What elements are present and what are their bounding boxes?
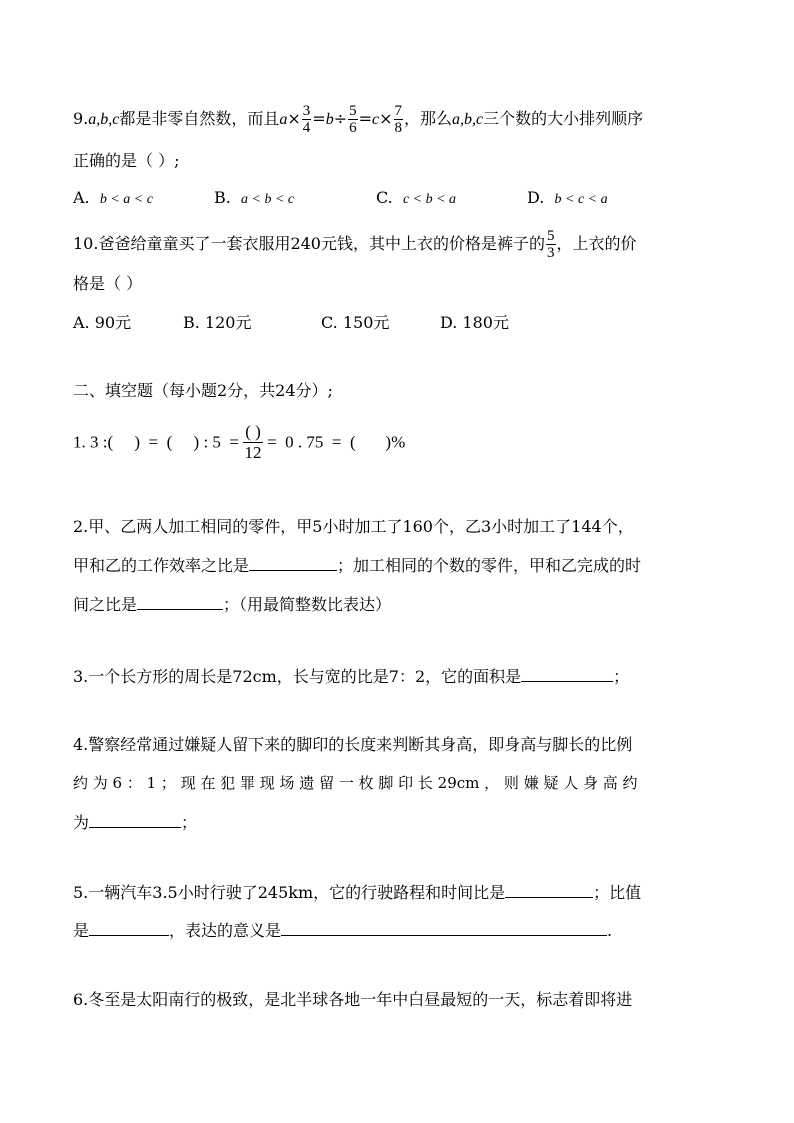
answer-blank[interactable] (281, 919, 607, 936)
option-label: A. (73, 188, 90, 207)
fill-q1 (73, 422, 405, 463)
text: ，表达的意义是 (169, 921, 282, 940)
option-label: C. (376, 188, 393, 207)
option-text: a < b < c (241, 192, 295, 207)
q10-option-b: B. 120元 (183, 313, 252, 332)
q10-option-a: A. 90元 (73, 313, 132, 332)
q9-text1: 都是非零自然数，而且 (119, 109, 280, 128)
answer-blank[interactable] (249, 554, 337, 571)
text: ；比值 (593, 883, 642, 902)
fill-q1-tail: = 0 . 75 = ( )% (267, 432, 406, 452)
q9-option-b (214, 188, 294, 208)
fill-q3 (73, 665, 629, 688)
text: ； (613, 667, 630, 686)
option-text: c < b < a (402, 192, 457, 207)
frac-den: 8 (394, 120, 403, 136)
fraction-3-4 (302, 103, 312, 136)
text: ； (181, 813, 198, 832)
section-title: 二、填空题（每小题2分，共24分）; (73, 381, 333, 400)
q9-text3: 三个数的大小排列顺序 (483, 109, 644, 128)
option-text: b < a < c (99, 192, 153, 207)
fill-q5-line1 (73, 881, 641, 904)
q10-option-c: C. 150元 (321, 313, 390, 332)
q9-line2: 正确的是（ ）; (73, 151, 180, 170)
frac-num: 7 (394, 103, 403, 119)
equal-sign: = (358, 109, 373, 128)
fill-q4-line3 (73, 811, 197, 834)
answer-blank[interactable] (505, 881, 593, 898)
divide-sign: ÷ (333, 109, 348, 128)
q9-option-a (73, 188, 153, 208)
frac-num: 5 (547, 228, 555, 244)
q9-var-b: b (325, 111, 334, 128)
q9-line1 (73, 103, 643, 136)
q9-option-d (527, 188, 608, 208)
frac-num: ( ) (245, 422, 261, 441)
frac-den: 4 (302, 120, 311, 136)
q9-vars: a,b,c (88, 111, 120, 128)
frac-den: 3 (547, 245, 555, 261)
q9-vars2: a,b,c (452, 111, 484, 128)
fill-q1-ratio: 3 :( ) = ( ) : 5 = (90, 432, 240, 452)
option-label: D. (527, 188, 545, 207)
answer-blank[interactable] (89, 811, 181, 828)
fill-q5-line2 (73, 919, 612, 942)
text: ；（用最简整数比表达） (223, 595, 392, 614)
fill-q2-line1: 2.甲、乙两人加工相同的零件，甲5小时加工了160个，乙3小时加工了144个， (73, 517, 634, 536)
fill-q6-line1: 6.冬至是太阳南行的极致，是北半球各地一年中白昼最短的一天，标志着即将进 (73, 990, 633, 1009)
text: ；加工相同的个数的零件，甲和乙完成的时 (337, 556, 642, 575)
q9-option-c (376, 188, 456, 208)
q9-var-c: c (372, 111, 380, 128)
q10-line2: 格是（ ） (73, 274, 143, 293)
text: . (607, 921, 613, 940)
text: 是 (73, 921, 90, 940)
times-sign: × (379, 109, 393, 128)
text: 甲和乙的工作效率之比是 (73, 556, 250, 575)
fraction-7-8 (394, 103, 404, 136)
fill-q1-number: 1. (73, 432, 86, 452)
fill-q4-line1: 4.警察经常通过嫌疑人留下来的脚印的长度来判断其身高，即身高与脚长的比例 (73, 735, 633, 754)
q10-option-d: D. 180元 (440, 313, 509, 332)
answer-blank[interactable] (521, 665, 613, 682)
option-label: B. (214, 188, 231, 207)
text: 为 (73, 813, 90, 832)
answer-blank[interactable] (137, 593, 223, 610)
answer-blank[interactable] (89, 919, 169, 936)
fraction-blank-12 (243, 422, 263, 463)
fraction-5-6 (348, 103, 358, 136)
frac-den: 12 (244, 443, 262, 462)
fill-q2-line2 (73, 554, 641, 577)
q9-text2: ，那么 (404, 109, 453, 128)
q10-text2: ，上衣的价 (556, 234, 637, 253)
frac-num: 3 (302, 103, 311, 119)
text: 5.一辆汽车3.5小时行驶了245km，它的行驶路程和时间比是 (73, 883, 506, 902)
q10-text1: 10.爸爸给童童买了一套衣服用240元钱，其中上衣的价格是裤子的 (73, 234, 545, 253)
text: 间之比是 (73, 595, 138, 614)
frac-num: 5 (349, 103, 357, 119)
q10-line1 (73, 228, 637, 261)
text: 3.一个长方形的周长是72cm，长与宽的比是7：2，它的面积是 (73, 667, 522, 686)
q9-number: 9. (73, 109, 89, 128)
frac-den: 6 (349, 120, 357, 136)
q9-var-a: a (279, 111, 288, 128)
fill-q4-line2: 约 为 6 ： 1 ； 现 在 犯 罪 现 场 遗 留 一 枚 脚 印 长 29cm ， 则 嫌 疑 人 身 高 约 (73, 774, 638, 792)
option-text: b < c < a (554, 192, 608, 207)
fraction-5-3 (546, 228, 556, 261)
fill-q2-line3 (73, 593, 391, 616)
equal-sign: = (312, 109, 326, 128)
times-sign: × (287, 109, 301, 128)
